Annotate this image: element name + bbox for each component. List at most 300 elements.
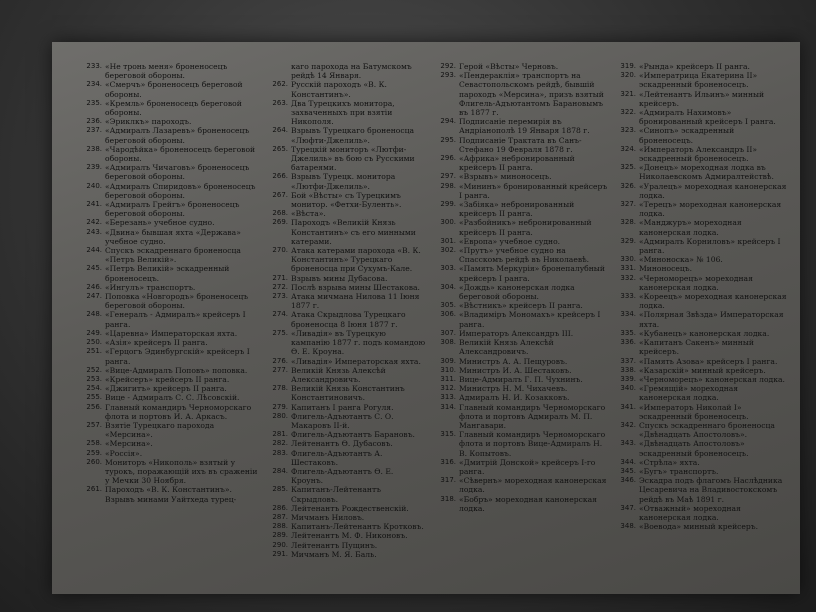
entry-number: 347. (620, 503, 636, 512)
entry-number: 235. (86, 98, 102, 107)
index-entry (264, 403, 426, 412)
entry-title: «Владиміръ Мономахъ» крейсеръ I ранга. (459, 310, 601, 329)
entry-number: 348. (620, 522, 636, 531)
index-entry (612, 62, 790, 71)
entry-title: «Кореецъ» мореходная канонерская лодка. (639, 292, 787, 311)
entry-number: 296. (440, 154, 456, 163)
index-entry (264, 283, 426, 292)
index-entry (612, 274, 790, 292)
entry-number: 325. (620, 163, 636, 172)
index-entry (612, 126, 790, 144)
entry-title: «Отважный» мореходная канонерская лодка. (639, 503, 741, 522)
index-entry (264, 145, 426, 173)
entry-title: Флигель-Адъютантъ С. О. Макаровъ II-й. (291, 411, 394, 430)
index-entry (612, 366, 790, 375)
index-entry (432, 264, 608, 282)
entry-title: Лейтенантъ Пущинъ. (291, 540, 378, 550)
index-entry (264, 485, 426, 503)
index-entry (432, 329, 608, 338)
entry-title: «Адмиралъ Спиридовъ» броненосецъ береговой обороны. (105, 181, 256, 200)
entry-title: «Царевна» Императорская яхта. (105, 328, 238, 338)
entry-number: 245. (86, 264, 102, 273)
entry-number: 318. (440, 494, 456, 503)
index-entry (612, 145, 790, 163)
entry-title: «Стрѣла» яхта. (639, 457, 700, 467)
index-columns (78, 62, 790, 582)
entry-title: «Полярная Звѣзда» Императорская яхта. (639, 310, 784, 329)
entry-number: 337. (620, 356, 636, 365)
index-entry (264, 357, 426, 366)
entry-title: Эскадра подъ флагомъ Наслѣдника Цесаревича на Владивостокскомъ рейдѣ въ Маѣ 1891 г. (639, 476, 783, 504)
entry-title: Лейтенантъ Ѳ. Дубасовъ. (291, 439, 393, 449)
index-entry (612, 375, 790, 384)
entry-number: 344. (620, 457, 636, 466)
entry-title: Пароходъ «Великій Князь Константинъ» съ его минными катерами. (291, 218, 416, 246)
entry-title: «Императрица Екатерина II» эскадренный броненосецъ. (639, 71, 758, 90)
index-entry (78, 375, 262, 384)
entry-title: «Адмиралъ Лазаревъ» броненосецъ береговой обороны. (105, 126, 250, 145)
entry-number: 250. (86, 338, 102, 347)
book-page (52, 42, 800, 594)
entry-title: Миноносецъ. (639, 264, 692, 274)
entry-title: «Адмиралъ Чичаговъ» броненосецъ береговой обороны. (105, 163, 250, 182)
entry-title: «Память Меркурія» бронепалубный крейсеръ I ранга. (459, 264, 605, 283)
index-entry (612, 439, 790, 457)
entry-title: Подписаніе Трактата въ Санъ-Стефано 19 Февраля 1878 г. (459, 135, 582, 154)
entry-title: Взрывъ Турецкаго броненосца «Люфти-Джелиль». (291, 126, 415, 145)
entry-title: Капитанъ I ранга Рогуля. (291, 402, 394, 412)
entry-number: 249. (86, 328, 102, 337)
entry-title: «Черноморецъ» канонерская лодка. (639, 374, 785, 384)
index-entry (78, 403, 262, 421)
index-entry (612, 403, 790, 421)
entry-title: «Разбойникъ» небронированный крейсеръ II ранга. (459, 218, 592, 237)
entry-title: «Адмиралъ Корниловъ» крейсеръ I ранга. (639, 236, 781, 256)
entry-title: Два Турецкихъ монитора, захваченныхъ при взятіи Никополя. (291, 98, 395, 127)
entry-title: «Память Азова» крейсеръ I ранга. (639, 356, 778, 366)
index-column-3 (432, 62, 608, 582)
entry-title: «Джигитъ» крейсеръ II ранга. (105, 384, 227, 394)
index-entry (264, 513, 426, 522)
entry-number: 268. (272, 209, 288, 218)
index-entry (432, 237, 608, 246)
entry-number: 317. (440, 476, 456, 485)
entry-title: Императоръ Александръ III. (459, 328, 574, 338)
entry-number: 298. (440, 181, 456, 190)
entry-title: «Эриклкъ» пароходъ. (105, 117, 192, 127)
index-entry (264, 430, 426, 439)
entry-title: Главный командиръ Черноморскаго флота и портовъ Вице-Адмиралъ Н. В. Копытовъ. (459, 430, 606, 458)
index-entry (264, 412, 426, 430)
index-entry (612, 255, 790, 264)
entry-title: Бой «Вѣсты» съ Турецкимъ монитор. «Фетхи-Буленть». (291, 190, 402, 210)
entry-number: 253. (86, 374, 102, 383)
index-entry (432, 62, 608, 71)
index-entry (78, 145, 262, 163)
index-entry (264, 504, 426, 513)
entry-title: «Миноноска» № 106. (639, 255, 723, 265)
index-entry (612, 264, 790, 273)
entry-number: 345. (620, 466, 636, 475)
entry-number: 247. (86, 292, 102, 301)
entry-title: «Терецъ» мореходная канонерская лодка. (639, 200, 782, 219)
entry-number: 241. (86, 200, 102, 209)
entry-title: Лейтенантъ Рождественскій. (291, 503, 409, 513)
index-entry (78, 366, 262, 375)
index-entry (432, 71, 608, 117)
entry-number: 238. (86, 144, 102, 153)
index-entry (432, 393, 608, 402)
entry-title: Министръ Н. М. Чихачевъ. (459, 384, 568, 394)
entry-title: «Вѣстникъ» крейсеръ II ранга. (459, 301, 583, 311)
entry-title: «Гремящій» мореходная канонерская лодка. (639, 384, 739, 403)
entry-number: 335. (620, 328, 636, 337)
entry-number: 282. (272, 439, 288, 448)
entry-number: 246. (86, 282, 102, 291)
entry-number: 243. (86, 227, 102, 236)
index-entry (432, 136, 608, 154)
entry-number: 276. (272, 356, 288, 365)
entry-title: «Африка» небронированный крейсеръ II ранга. (459, 154, 575, 173)
entry-number: 309. (440, 356, 456, 365)
index-entry (432, 403, 608, 431)
entry-title: Спускъ эскадреннаго броненосца «Двѣнадцать Апостоловъ». (639, 420, 775, 440)
entry-number: 278. (272, 384, 288, 393)
index-entry (78, 347, 262, 365)
entry-number: 287. (272, 512, 288, 521)
entry-number: 270. (272, 246, 288, 255)
index-entry (612, 458, 790, 467)
index-entry (78, 329, 262, 338)
index-entry (612, 310, 790, 328)
entry-title: «Бобръ» мореходная канонерская лодка. (459, 494, 597, 513)
entry-number: 273. (272, 292, 288, 301)
entry-title: «Сѣвернъ» мореходная канонерская лодка. (459, 476, 607, 495)
index-entry (612, 218, 790, 236)
index-entry (432, 384, 608, 393)
entry-number: 269. (272, 218, 288, 227)
entry-title: Атака Скрыдлова Турецкаго броненосца 8 Іюня 1877 г. (291, 310, 406, 329)
entry-number: 234. (86, 80, 102, 89)
entry-number: 342. (620, 420, 636, 429)
index-entry (432, 172, 608, 181)
entry-number: 295. (440, 135, 456, 144)
entry-number: 288. (272, 522, 288, 531)
entry-number: 244. (86, 246, 102, 255)
entry-title: «Синопъ» эскадренный броненосецъ. (639, 126, 735, 145)
index-entry (432, 495, 608, 513)
entry-title: Взрывъ мины Дубасова. (291, 273, 388, 283)
entry-title: Герой «Вѣсты» Черновъ. (459, 62, 559, 71)
index-entry (78, 99, 262, 117)
entry-number: 265. (272, 144, 288, 153)
index-entry (78, 458, 262, 486)
entry-title: «Ливадія» Императорская яхта. (291, 356, 421, 366)
entry-number: 311. (440, 374, 456, 383)
entry-title: «Бугъ» транспортъ. (639, 466, 719, 476)
entry-number: 279. (272, 402, 288, 411)
entry-title: Поповка «Новгородъ» броненосецъ береговой обороны. (105, 292, 249, 311)
entry-title: «Пендераклія» транспортъ на Севастопольскомъ рейдѣ, бывшій пароходъ «Мерсина», призъ взятый Флигель-Адъютантомъ Барановымъ въ 1877 г. (459, 71, 604, 118)
index-entry (264, 366, 426, 384)
index-entry (78, 421, 262, 439)
index-entry (612, 357, 790, 366)
entry-title: Лейтенантъ М. Ф. Никоновъ. (291, 531, 408, 541)
entry-number: 263. (272, 98, 288, 107)
index-entry (432, 301, 608, 310)
entry-title: «Взрывъ» миноносецъ. (459, 172, 552, 182)
entry-number: 320. (620, 71, 636, 80)
entry-number: 275. (272, 328, 288, 337)
entry-number: 257. (86, 420, 102, 429)
index-entry (612, 421, 790, 439)
index-entry (264, 522, 426, 531)
entry-number: 281. (272, 430, 288, 439)
entry-title: Подписаніе перемирія въ Андріанополѣ 19 Января 1878 г. (459, 117, 590, 136)
entry-title: «Петръ Великій» эскадренный броненосецъ. (105, 264, 230, 283)
entry-title: Главный командиръ Черноморскаго флота и портовъ И. А. Аркасъ. (105, 402, 252, 421)
index-entry (432, 246, 608, 264)
entry-title: Великій Князь Алексѣй Александровичъ. (459, 338, 554, 357)
entry-title: «Европа» учебное судно. (459, 236, 561, 246)
entry-title: «Ливадія» въ Турецкую кампанію 1877 г. подъ командою Ѳ. Е. Кроуна. (291, 328, 426, 357)
entry-number: 255. (86, 393, 102, 402)
index-entry (264, 274, 426, 283)
entry-number: 233. (86, 62, 102, 70)
entry-number: 321. (620, 89, 636, 98)
entry-number: 341. (620, 402, 636, 411)
index-entry (432, 200, 608, 218)
entry-number: 271. (272, 273, 288, 282)
entry-title: «Лейтенантъ Ильинъ» минный крейсеръ. (639, 89, 765, 108)
index-entry (264, 80, 426, 98)
entry-number: 242. (86, 218, 102, 227)
entry-number: 326. (620, 181, 636, 190)
entry-title: «Черноморецъ» мореходная канонерская лодка. (639, 273, 753, 292)
entry-title: Турецкій мониторъ «Лютфи-Джелиль» въ бою съ Русскими батареями. (291, 144, 415, 173)
index-entry (78, 182, 262, 200)
index-column-1 (78, 62, 262, 582)
entry-number: 305. (440, 301, 456, 310)
entry-number: 240. (86, 181, 102, 190)
entry-title: Капитанъ-Лейтенантъ Кротковъ. (291, 522, 424, 532)
entry-number: 324. (620, 144, 636, 153)
index-entry (78, 439, 262, 448)
entry-title: «Герцогъ Эдинбургскій» крейсеръ I ранга. (105, 347, 250, 366)
index-entry (612, 163, 790, 181)
entry-number: 302. (440, 246, 456, 255)
entry-title: «Дождь» канонерская лодка береговой обороны. (459, 282, 575, 302)
index-entry (432, 357, 608, 366)
entry-number: 236. (86, 117, 102, 126)
entry-title: Министръ А. А. Пещуровъ. (459, 356, 568, 366)
entry-number: 304. (440, 282, 456, 291)
entry-number: 239. (86, 163, 102, 172)
entry-number: 272. (272, 282, 288, 291)
index-column-4 (612, 62, 790, 582)
index-entry (78, 80, 262, 98)
index-entry (264, 329, 426, 357)
entry-title: «Императоръ Николай I» эскадренный броненосецъ. (639, 402, 749, 421)
entry-number: 303. (440, 264, 456, 273)
entry-title: «Кубанецъ» канонерская лодка. (639, 328, 770, 338)
entry-title: «Адмиралъ Нахимовъ» бронированный крейсеръ I ранга. (639, 108, 776, 127)
index-entry (264, 218, 426, 246)
entry-title: «Мерсина». (105, 439, 153, 449)
entry-number: 267. (272, 190, 288, 199)
index-entry (78, 246, 262, 264)
index-column-2 (264, 62, 426, 582)
entry-title: Русскій пароходъ «В. К. Константинъ». (291, 80, 387, 99)
entry-title: «Адмиралъ Грейгъ» броненосецъ береговой обороны. (105, 200, 240, 219)
entry-title: «Двина» бывшая яхта «Держава» учебное судно. (105, 227, 241, 246)
entry-title: Флигель-Адъютантъ Барановъ. (291, 430, 415, 440)
entry-number: 289. (272, 531, 288, 540)
entry-number: 315. (440, 430, 456, 439)
entry-number: 252. (86, 365, 102, 374)
entry-number: 323. (620, 126, 636, 135)
entry-number: 328. (620, 218, 636, 227)
entry-title: «Донецъ» мореходная лодка въ Николаевскомъ Адмиралтействѣ. (639, 163, 774, 182)
entry-number: 310. (440, 365, 456, 374)
index-entry (78, 200, 262, 218)
index-entry (78, 163, 262, 181)
entry-title: «Вице-Адмиралъ Поповъ» поповка. (105, 365, 248, 375)
entry-title: «Не тронь меня» броненосецъ береговой обороны. (105, 62, 228, 81)
entry-title: Спускъ эскадреннаго броненосца «Петръ Великій». (105, 246, 241, 265)
entry-title: «Чародѣйка» броненосецъ береговой обороны. (105, 144, 256, 164)
index-entry (612, 522, 790, 531)
index-entry (612, 237, 790, 255)
entry-number: 333. (620, 292, 636, 301)
entry-number: 314. (440, 402, 456, 411)
entry-title: Мичманъ М. Я. Баль. (291, 549, 377, 559)
entry-number: 299. (440, 200, 456, 209)
index-entry (78, 393, 262, 402)
index-entry (264, 439, 426, 448)
entry-number: 237. (86, 126, 102, 135)
entry-number: 259. (86, 448, 102, 457)
entry-title: «Азія» крейсеръ II ранга. (105, 338, 208, 348)
entry-number: 316. (440, 457, 456, 466)
entry-number: 284. (272, 466, 288, 475)
entry-number: 331. (620, 264, 636, 273)
entry-number: 262. (272, 80, 288, 89)
index-entry (432, 154, 608, 172)
entry-number: 301. (440, 236, 456, 245)
entry-title: Вице-Адмиралъ Г. П. Чухнинъ. (459, 374, 583, 384)
entry-number: 248. (86, 310, 102, 319)
entry-title: «Прутъ» учебное судно на Спасскомъ рейдѣ въ Николаевѣ. (459, 246, 590, 265)
entry-number: 261. (86, 485, 102, 494)
entry-title: Мониторъ «Никополь» взятый у турокъ, поражающій ихъ въ сраженіи у Мечки 30 Ноября. (105, 457, 258, 486)
index-entry (432, 283, 608, 301)
entry-number: 307. (440, 328, 456, 337)
entry-number: 340. (620, 384, 636, 393)
index-entry (264, 292, 426, 310)
index-entry (264, 449, 426, 467)
entry-number: 254. (86, 384, 102, 393)
entry-title: «Дмитрій Донской» крейсеръ I-го ранга. (459, 457, 596, 476)
entry-number: 339. (620, 374, 636, 383)
entry-title: Главный командиръ Черноморскаго флота и портовъ Адмиралъ М. П. Мангавари. (459, 402, 606, 430)
index-entry (432, 430, 608, 458)
entry-number: 280. (272, 411, 288, 420)
entry-number: 251. (86, 347, 102, 356)
index-entry (612, 90, 790, 108)
index-entry (78, 264, 262, 282)
index-entry (78, 449, 262, 458)
entry-title: «Кремль» броненосецъ береговой обороны. (105, 98, 242, 118)
entry-number: 292. (440, 62, 456, 70)
entry-number: 256. (86, 402, 102, 411)
index-entry (264, 541, 426, 550)
entry-number: 293. (440, 71, 456, 80)
index-entry (612, 182, 790, 200)
index-entry (78, 384, 262, 393)
index-entry (78, 338, 262, 347)
entry-number: 330. (620, 255, 636, 264)
entry-title: «Крейсеръ» крейсеръ II ранга. (105, 374, 230, 384)
index-entry (264, 172, 426, 190)
entry-number: 291. (272, 549, 288, 558)
index-entry (264, 99, 426, 127)
entry-number: 313. (440, 393, 456, 402)
entry-title: Флигель-Адъютантъ А. Шестаковъ. (291, 448, 383, 467)
entry-number: 294. (440, 117, 456, 126)
index-entry (612, 329, 790, 338)
index-entry (78, 62, 262, 80)
entry-number: 290. (272, 540, 288, 549)
entry-title: «Березань» учебное судно. (105, 218, 215, 228)
index-entry (612, 338, 790, 356)
entry-number: 266. (272, 172, 288, 181)
entry-number: 332. (620, 273, 636, 282)
entry-number: 274. (272, 310, 288, 319)
entry-title: Капитанъ-Лейтенантъ Скрыдловъ. (291, 485, 381, 504)
entry-number: 322. (620, 108, 636, 117)
index-entry (612, 476, 790, 504)
index-entry (264, 467, 426, 485)
index-entry (432, 218, 608, 236)
index-entry (612, 71, 790, 89)
index-entry (612, 384, 790, 402)
entry-number: 297. (440, 172, 456, 181)
entry-title: «Мининъ» бронированный крейсеръ I ранга. (459, 181, 608, 200)
index-entry (612, 108, 790, 126)
entry-title: каго парохода на Батумскомъ рейдѣ 14 Января. (291, 62, 412, 81)
index-entry (78, 117, 262, 126)
entry-number: 283. (272, 448, 288, 457)
entry-title: «Ингулъ» транспортъ. (105, 282, 196, 292)
entry-title: «Вѣста». (291, 209, 326, 219)
entry-number: 343. (620, 439, 636, 448)
entry-title: Флигель-Адъютантъ Ѳ. Е. Кроунъ. (291, 466, 394, 486)
index-entry (432, 182, 608, 200)
index-entry (78, 218, 262, 227)
entry-title: «Двѣнадцать Апостоловъ» эскадренный броненосецъ. (639, 439, 749, 458)
index-entry (264, 126, 426, 144)
entry-number: 334. (620, 310, 636, 319)
index-entry (264, 531, 426, 540)
index-entry (78, 485, 262, 503)
index-entry (612, 467, 790, 476)
entry-title: Адмиралъ Н. И. Козакковъ. (459, 393, 570, 403)
entry-number: 264. (272, 126, 288, 135)
index-entry (432, 458, 608, 476)
index-entry (612, 292, 790, 310)
entry-number: 286. (272, 503, 288, 512)
